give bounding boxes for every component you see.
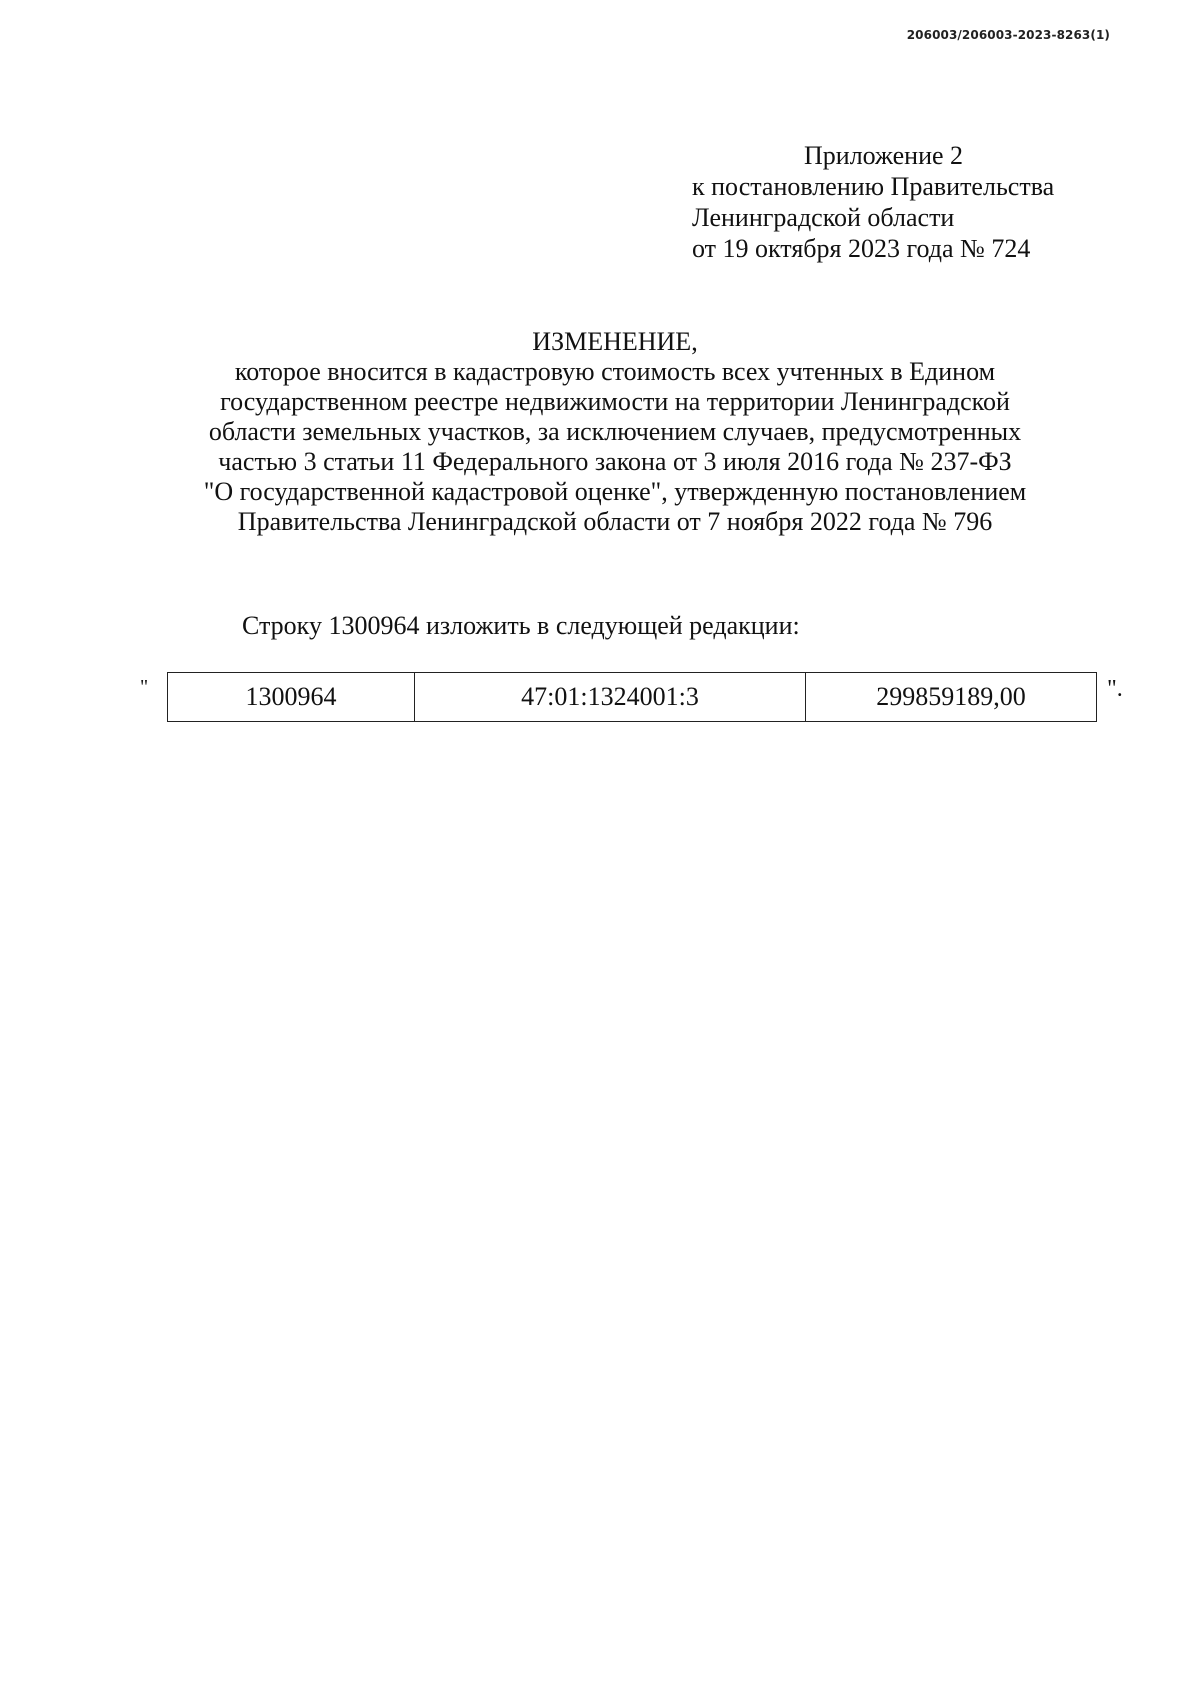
close-quote: ".	[1107, 676, 1123, 702]
instruction-text: Строку 1300964 изложить в следующей редакции:	[242, 611, 800, 640]
title-line: "О государственной кадастровой оценке", утвержденную постановлением	[203, 477, 1027, 506]
title-line: области земельных участков, за исключением случаев, предусмотренных	[208, 417, 1022, 446]
appendix-line: к постановлению Правительства	[692, 172, 1055, 201]
row-number-cell: 1300964	[168, 673, 415, 722]
appendix-line: Приложение 2	[804, 141, 964, 170]
cadastral-row-table	[167, 672, 1097, 722]
cadastral-value-cell: 299859189,00	[806, 673, 1097, 722]
title-line: которое вносится в кадастровую стоимость всех учтенных в Едином	[234, 357, 996, 386]
cadastral-number-cell: 47:01:1324001:3	[415, 673, 806, 722]
document-heading: ИЗМЕНЕНИЕ,	[532, 327, 698, 356]
appendix-line: от 19 октября 2023 года № 724	[692, 234, 1031, 263]
appendix-block	[692, 140, 1054, 264]
title-line: государственном реестре недвижимости на территории Ленинградской	[220, 387, 1010, 416]
appendix-line: Ленинградской области	[692, 203, 955, 232]
title-block	[130, 327, 1100, 537]
document-id: 206003/206003-2023-8263(1)	[906, 28, 1110, 42]
title-line: частью 3 статьи 11 Федерального закона от 3 июля 2016 года № 237-ФЗ	[218, 447, 1012, 476]
title-line: Правительства Ленинградской области от 7 ноября 2022 года № 796	[237, 507, 993, 536]
table-row	[168, 673, 1097, 722]
open-quote: "	[140, 676, 149, 698]
